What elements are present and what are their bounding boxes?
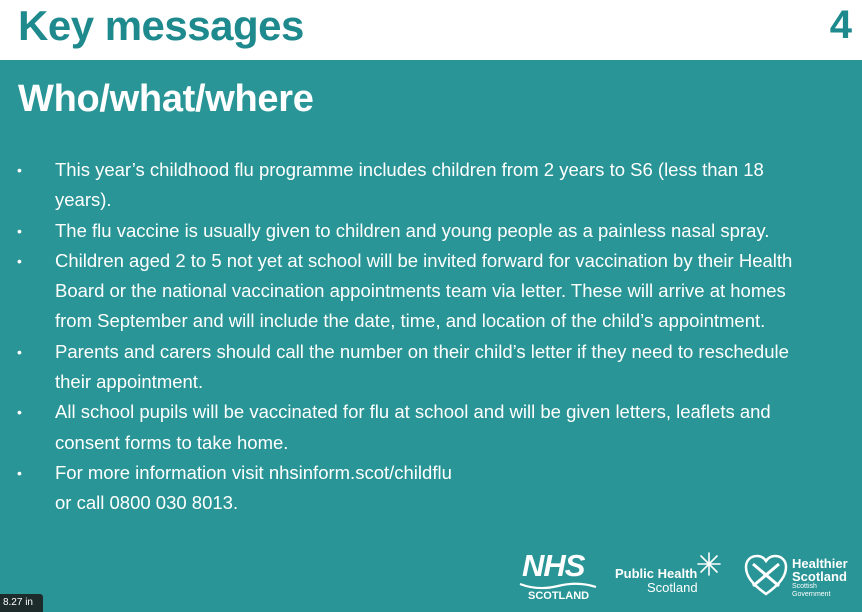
bullet-item <box>0 397 800 458</box>
hs-logo-line2: Scotland <box>792 569 847 584</box>
phs-logo-line1: Public Health <box>615 566 698 581</box>
nhs-logo-sub: SCOTLAND <box>528 590 590 602</box>
bullet-marker: • <box>17 252 22 269</box>
bullet-text: For more information visit nhsinform.scot/childflu or call 0800 030 8013. <box>55 461 452 514</box>
bullet-item <box>0 458 800 519</box>
bullet-text: This year’s childhood flu programme includes children from 2 years to S6 (less than 18 years). <box>55 159 764 211</box>
bullet-item <box>0 155 800 216</box>
section-title: Who/what/where <box>18 78 314 120</box>
header-title: Key messages <box>18 2 304 49</box>
bullet-text: Children aged 2 to 5 not yet at school will be invited forward for vaccination by their Health Board or the national vaccination appointments team via letter. These will arrive at homes from September and will include the date, time, and location of the child’s appointment. <box>55 249 793 332</box>
public-health-scotland-logo <box>615 552 723 596</box>
saltire-heart-icon <box>744 554 788 598</box>
bullet-marker: • <box>17 343 22 360</box>
star-burst-icon <box>697 552 721 576</box>
page-number: 4 <box>829 3 852 47</box>
nhs-scotland-logo <box>518 548 598 604</box>
bullet-marker: • <box>17 404 22 421</box>
bullet-text: All school pupils will be vaccinated for flu at school and will be given letters, leaflets and consent forms to take home. <box>55 401 771 453</box>
partner-logos <box>518 548 858 604</box>
bullet-text: Parents and carers should call the number on their child’s letter if they need to reschedule their appointment. <box>55 340 789 393</box>
bullet-item <box>0 337 800 398</box>
header-bar <box>0 0 862 60</box>
bullet-text: The flu vaccine is usually given to children and young people as a painless nasal spray. <box>55 219 770 241</box>
size-badge: 8.27 in <box>0 594 43 612</box>
healthier-scotland-logo <box>744 554 858 602</box>
bullet-marker: • <box>17 222 22 239</box>
phs-logo-line2: Scotland <box>647 580 698 595</box>
bullet-marker: • <box>17 464 22 481</box>
bullet-list <box>0 155 800 519</box>
bullet-item <box>0 216 800 246</box>
bullet-marker: • <box>17 162 22 178</box>
hs-logo-line1: Healthier <box>792 556 848 571</box>
nhs-logo-mark: NHS <box>522 548 585 583</box>
hs-logo-line3: Scottish Government <box>792 583 831 598</box>
bullet-item <box>0 246 800 337</box>
